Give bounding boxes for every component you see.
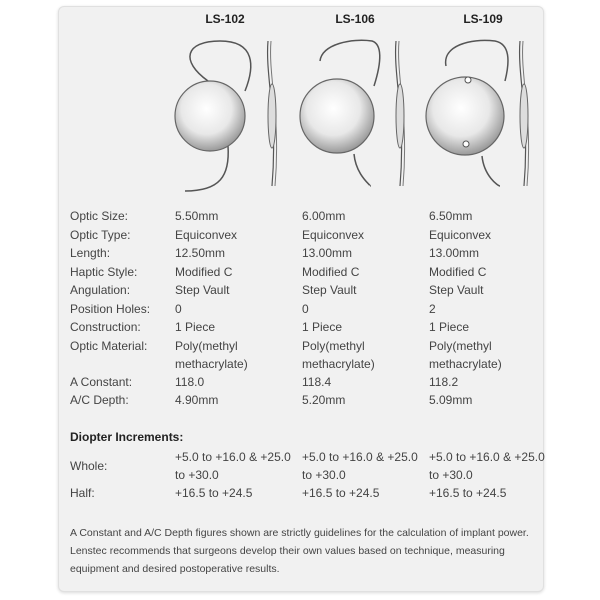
spec-label: Optic Type:	[70, 227, 131, 242]
diopter-row-half	[70, 484, 549, 502]
spec-table	[70, 207, 549, 410]
spec-value: 6.00mm	[302, 209, 346, 223]
diopter-value: +16.5 to +24.5	[302, 486, 380, 500]
spec-value: 118.2	[429, 374, 459, 389]
spec-row-construction	[70, 318, 549, 337]
diopter-value: +5.0 to +16.0 & +25.0 to +30.0	[302, 450, 418, 482]
spec-row-ac-depth	[70, 391, 549, 410]
spec-row-length	[70, 244, 549, 263]
spec-value: Modified C	[302, 264, 360, 279]
spec-value: 13.00mm	[302, 246, 353, 260]
spec-value: 5.20mm	[302, 393, 346, 407]
diopter-label: Whole:	[70, 459, 108, 473]
disclaimer-note: A Constant and A/C Depth figures shown are strictly guidelines for the calculation of implant power. Lenstec recommends that surgeons develop their own values based on technique, measuring equipment and desired postoperative results.	[70, 527, 529, 575]
spec-value: 0	[175, 301, 182, 316]
spec-row-a-constant	[70, 373, 549, 392]
spec-value: 1 Piece	[429, 320, 470, 334]
spec-value: Step Vault	[302, 283, 357, 297]
spec-value: Step Vault	[175, 283, 230, 297]
spec-value: 12.50mm	[175, 246, 226, 260]
lens-illustration-ls-102	[160, 36, 290, 201]
lens-illustration-ls-106	[292, 36, 422, 201]
spec-value: 5.50mm	[175, 209, 219, 223]
spec-row-optic-material	[70, 337, 549, 373]
spec-row-haptic-style	[70, 263, 549, 282]
spec-value: 118.4	[302, 374, 332, 389]
positioning-hole-icon	[463, 141, 469, 147]
spec-row-position-holes	[70, 300, 549, 319]
diopter-table	[70, 448, 549, 502]
spec-label: Optic Material:	[70, 338, 148, 353]
spec-value: 1 Piece	[175, 320, 216, 334]
spec-value: Poly(methyl methacrylate)	[175, 338, 248, 371]
spec-value: Equiconvex	[175, 227, 238, 242]
model-heading-ls-106: LS-106	[335, 12, 375, 26]
spec-value: 13.00mm	[429, 246, 480, 260]
spec-value: Equiconvex	[429, 227, 492, 242]
spec-label: A/C Depth:	[70, 393, 129, 407]
model-heading-ls-109: LS-109	[463, 12, 503, 26]
spec-row-optic-size	[70, 207, 549, 226]
diopter-value: +5.0 to +16.0 & +25.0 to +30.0	[429, 450, 545, 482]
positioning-hole-icon	[465, 77, 471, 83]
spec-value: 5.09mm	[429, 393, 473, 407]
diopter-value: +16.5 to +24.5	[175, 486, 253, 500]
spec-value: Equiconvex	[302, 227, 365, 242]
spec-value: 1 Piece	[302, 320, 343, 334]
diopter-label: Half:	[70, 486, 95, 500]
diopter-increments-heading: Diopter Increments:	[70, 430, 184, 444]
spec-label: Position Holes:	[70, 301, 151, 316]
spec-value: Poly(methyl methacrylate)	[429, 338, 502, 371]
spec-label: Optic Size:	[70, 209, 129, 223]
spec-value: 2	[429, 301, 436, 316]
spec-value: Modified C	[175, 264, 233, 279]
spec-row-angulation	[70, 281, 549, 300]
spec-value: Step Vault	[429, 283, 484, 297]
diopter-value: +5.0 to +16.0 & +25.0 to +30.0	[175, 450, 291, 482]
spec-label: A Constant:	[70, 374, 133, 389]
model-heading-ls-102: LS-102	[205, 12, 245, 26]
spec-label: Angulation:	[70, 283, 131, 297]
spec-value: Modified C	[429, 264, 487, 279]
spec-label: Length:	[70, 246, 111, 260]
lens-illustration-ls-109	[420, 36, 550, 201]
spec-value: 118.0	[175, 374, 205, 389]
spec-value: Poly(methyl methacrylate)	[302, 338, 375, 371]
spec-label: Construction:	[70, 320, 141, 334]
spec-value: 4.90mm	[175, 393, 219, 407]
spec-label: Haptic Style:	[70, 264, 138, 279]
spec-value: 0	[302, 301, 309, 316]
spec-row-optic-type	[70, 226, 549, 245]
spec-value: 6.50mm	[429, 209, 473, 223]
diopter-value: +16.5 to +24.5	[429, 486, 507, 500]
diopter-row-whole	[70, 448, 549, 484]
